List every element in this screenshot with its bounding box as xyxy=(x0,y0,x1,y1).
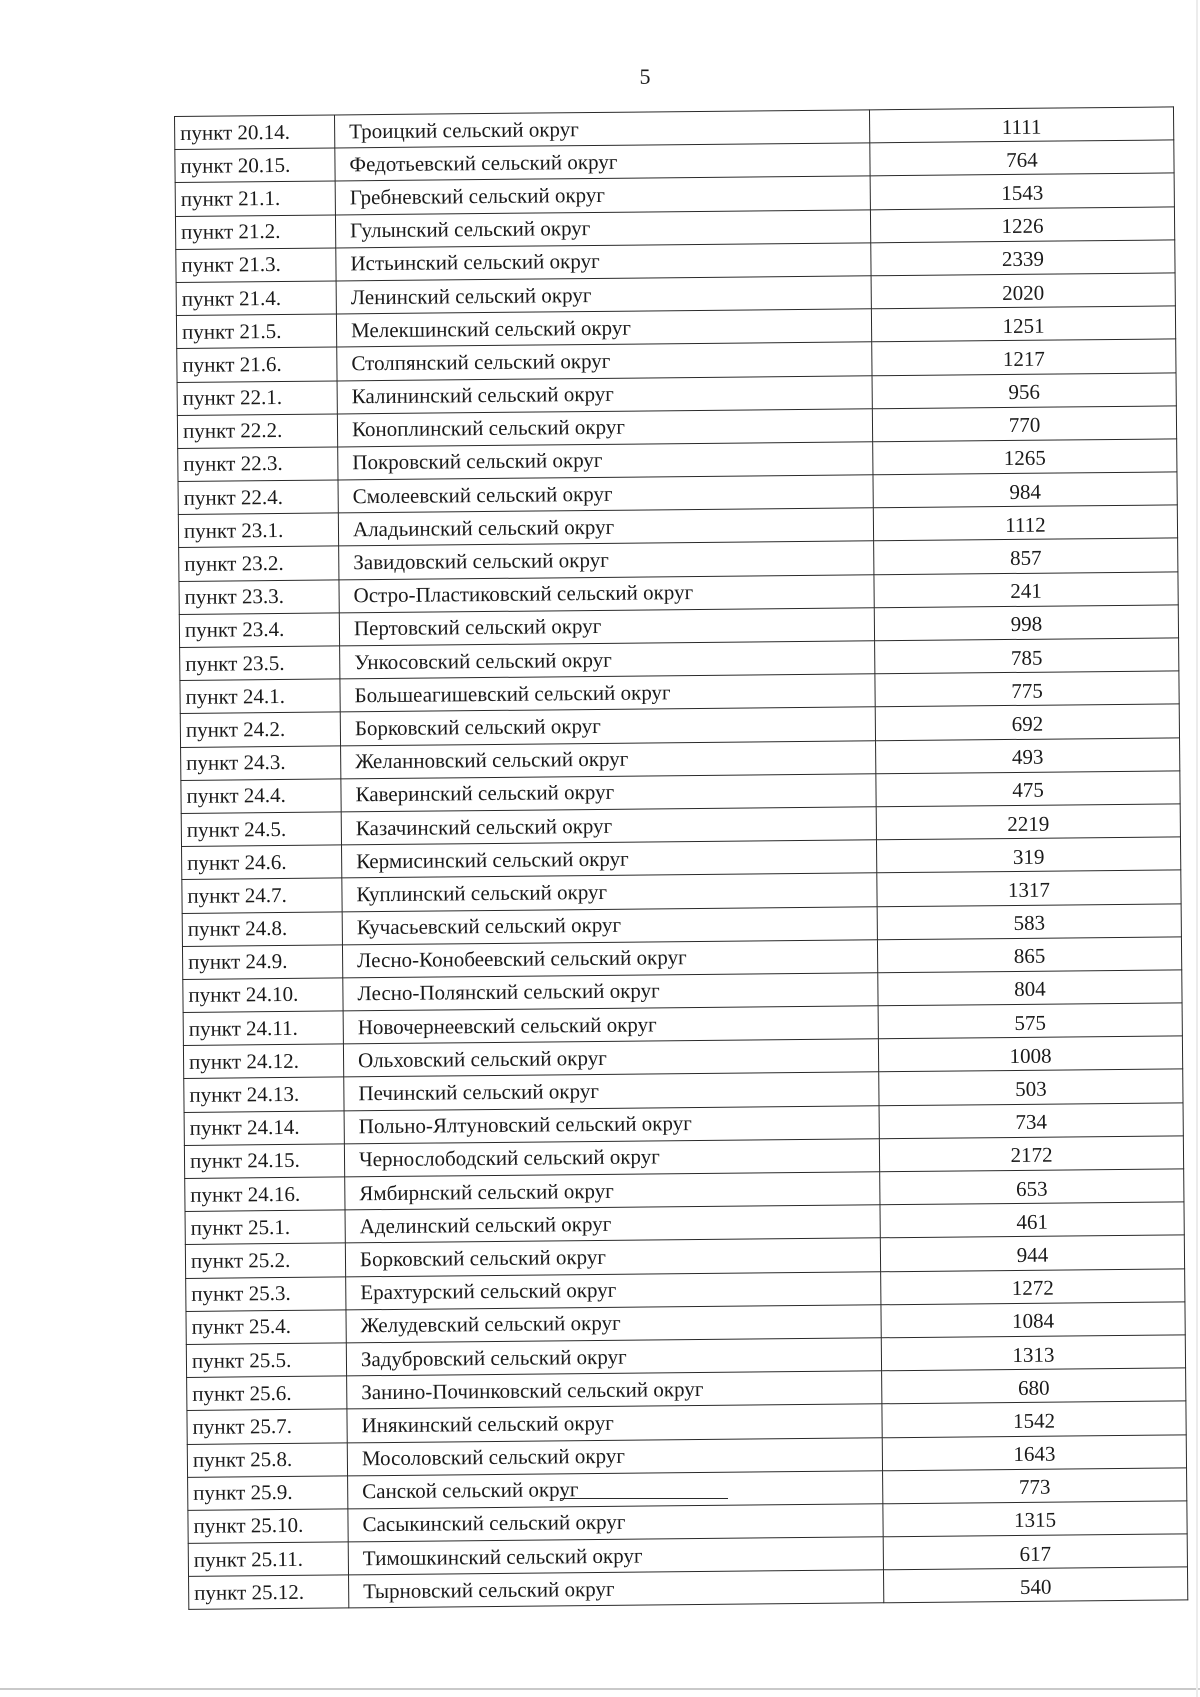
point-cell: пункт 23.2. xyxy=(179,546,339,581)
count-cell: 319 xyxy=(876,837,1180,873)
point-cell: пункт 21.4. xyxy=(176,281,336,316)
point-cell: пункт 25.9. xyxy=(188,1476,348,1511)
point-cell: пункт 25.4. xyxy=(186,1310,346,1345)
point-cell: пункт 24.7. xyxy=(182,878,342,913)
count-cell: 956 xyxy=(872,372,1176,408)
point-cell: пункт 24.9. xyxy=(182,945,342,980)
district-name-cell: Каверинский сельский округ xyxy=(341,774,876,812)
count-cell: 2219 xyxy=(876,804,1180,840)
count-cell: 804 xyxy=(878,970,1182,1006)
count-cell: 1643 xyxy=(882,1434,1186,1470)
count-cell: 575 xyxy=(878,1003,1182,1039)
count-cell: 984 xyxy=(873,472,1177,508)
point-cell: пункт 24.5. xyxy=(181,812,341,847)
count-cell: 1315 xyxy=(883,1501,1187,1537)
count-cell: 2339 xyxy=(871,240,1175,276)
point-cell: пункт 25.1. xyxy=(185,1210,345,1245)
district-name-cell: Остро-Пластиковский сельский округ xyxy=(339,574,874,612)
point-cell: пункт 24.2. xyxy=(180,712,340,747)
count-cell: 865 xyxy=(877,937,1181,973)
point-cell: пункт 25.2. xyxy=(185,1243,345,1278)
point-cell: пункт 24.4. xyxy=(181,779,341,814)
district-name-cell: Калининский сельский округ xyxy=(337,375,872,413)
point-cell: пункт 23.3. xyxy=(179,580,339,615)
closing-line xyxy=(560,1498,728,1499)
point-cell: пункт 25.8. xyxy=(187,1442,347,1477)
district-name-cell: Покровский сельский округ xyxy=(338,442,873,480)
district-name-cell: Польно-Ялтуновский сельский округ xyxy=(344,1105,879,1143)
point-cell: пункт 25.5. xyxy=(186,1343,346,1378)
count-cell: 475 xyxy=(876,771,1180,807)
point-cell: пункт 25.7. xyxy=(187,1409,347,1444)
point-cell: пункт 21.3. xyxy=(176,248,336,283)
point-cell: пункт 20.15. xyxy=(175,148,335,183)
district-name-cell: Троицкий сельский округ xyxy=(334,110,869,148)
point-cell: пункт 25.10. xyxy=(188,1509,348,1544)
point-cell: пункт 21.1. xyxy=(175,181,335,216)
count-cell: 764 xyxy=(870,140,1174,176)
district-name-cell: Ленинский сельский округ xyxy=(336,276,871,314)
district-name-cell: Ольховский сельский округ xyxy=(343,1039,878,1077)
district-name-cell: Мелекшинский сельский округ xyxy=(336,309,871,347)
district-name-cell: Ункосовский сельский округ xyxy=(340,641,875,679)
district-name-cell: Санской сельский округ xyxy=(348,1470,883,1508)
district-name-cell: Федотьевский сельский округ xyxy=(335,143,870,181)
point-cell: пункт 24.13. xyxy=(184,1077,344,1112)
district-name-cell: Занино-Починковский сельский округ xyxy=(347,1371,882,1409)
point-cell: пункт 23.5. xyxy=(180,646,340,681)
count-cell: 2172 xyxy=(879,1136,1183,1172)
count-cell: 1543 xyxy=(870,173,1174,209)
district-name-cell: Тырновский сельский округ xyxy=(349,1570,884,1608)
point-cell: пункт 24.16. xyxy=(185,1177,345,1212)
district-name-cell: Мосоловский сельский округ xyxy=(347,1437,882,1475)
district-name-cell: Гулынский сельский округ xyxy=(335,209,870,247)
point-cell: пункт 22.2. xyxy=(177,414,337,449)
page-number: 5 xyxy=(639,64,651,89)
count-cell: 1112 xyxy=(873,505,1177,541)
district-name-cell: Желудевский сельский округ xyxy=(346,1305,881,1343)
district-name-cell: Чернослободский сельский округ xyxy=(344,1139,879,1177)
point-cell: пункт 21.2. xyxy=(175,215,335,250)
point-cell: пункт 20.14. xyxy=(175,115,335,150)
district-name-cell: Ямбирнский сельский округ xyxy=(345,1172,880,1210)
district-name-cell: Печинский сельский округ xyxy=(344,1072,879,1110)
district-name-cell: Новочернеевский сельский округ xyxy=(343,1006,878,1044)
count-cell: 1111 xyxy=(869,107,1173,143)
count-cell: 680 xyxy=(882,1368,1186,1404)
point-cell: пункт 21.6. xyxy=(177,347,337,382)
count-cell: 785 xyxy=(875,638,1179,674)
district-name-cell: Задубровский сельский округ xyxy=(346,1338,881,1376)
count-cell: 734 xyxy=(879,1102,1183,1138)
count-cell: 1008 xyxy=(878,1036,1182,1072)
district-name-cell: Борковский сельский округ xyxy=(345,1238,880,1276)
point-cell: пункт 24.11. xyxy=(183,1011,343,1046)
count-cell: 493 xyxy=(876,737,1180,773)
district-name-cell: Кучасьевский сельский округ xyxy=(342,906,877,944)
point-cell: пункт 24.10. xyxy=(183,978,343,1013)
district-name-cell: Коноплинский сельский округ xyxy=(337,408,872,446)
table-body xyxy=(175,107,1188,1610)
district-name-cell: Гребневский сельский округ xyxy=(335,176,870,214)
district-name-cell: Желанновский сельский округ xyxy=(341,740,876,778)
point-cell: пункт 24.8. xyxy=(182,911,342,946)
point-cell: пункт 24.15. xyxy=(184,1144,344,1179)
count-cell: 583 xyxy=(877,903,1181,939)
count-cell: 1226 xyxy=(870,206,1174,242)
point-cell: пункт 22.3. xyxy=(178,447,338,482)
point-cell: пункт 21.5. xyxy=(176,314,336,349)
point-cell: пункт 22.1. xyxy=(177,380,337,415)
point-cell: пункт 24.12. xyxy=(183,1044,343,1079)
scan-edge-right xyxy=(1196,0,1198,1697)
point-cell: пункт 25.11. xyxy=(188,1542,348,1577)
district-name-cell: Борковский сельский округ xyxy=(340,707,875,745)
point-cell: пункт 22.4. xyxy=(178,480,338,515)
district-name-cell: Инякинский сельский округ xyxy=(347,1404,882,1442)
count-cell: 1313 xyxy=(881,1335,1185,1371)
scan-edge-bottom xyxy=(0,1688,1200,1690)
point-cell: пункт 23.1. xyxy=(178,513,338,548)
count-cell: 1317 xyxy=(877,870,1181,906)
count-cell: 770 xyxy=(872,406,1176,442)
count-cell: 1265 xyxy=(873,439,1177,475)
district-name-cell: Истьинский сельский округ xyxy=(336,243,871,281)
count-cell: 503 xyxy=(879,1069,1183,1105)
point-cell: пункт 25.12. xyxy=(189,1575,349,1610)
point-cell: пункт 24.14. xyxy=(184,1111,344,1146)
count-cell: 617 xyxy=(883,1534,1187,1570)
district-name-cell: Лесно-Полянский сельский округ xyxy=(343,973,878,1011)
district-name-cell: Смолеевский сельский округ xyxy=(338,475,873,513)
count-cell: 1217 xyxy=(872,339,1176,375)
point-cell: пункт 24.6. xyxy=(182,845,342,880)
point-cell: пункт 24.3. xyxy=(181,745,341,780)
district-name-cell: Аделинский сельский округ xyxy=(345,1205,880,1243)
district-name-cell: Кермисинский сельский округ xyxy=(342,840,877,878)
point-cell: пункт 23.4. xyxy=(179,613,339,648)
count-cell: 773 xyxy=(883,1468,1187,1504)
district-name-cell: Казачинский сельский округ xyxy=(341,807,876,845)
count-cell: 1542 xyxy=(882,1401,1186,1437)
count-cell: 653 xyxy=(880,1169,1184,1205)
point-cell: пункт 24.1. xyxy=(180,679,340,714)
district-name-cell: Сасыкинский сельский округ xyxy=(348,1504,883,1542)
count-cell: 944 xyxy=(880,1235,1184,1271)
count-cell: 1272 xyxy=(881,1268,1185,1304)
point-cell: пункт 25.6. xyxy=(187,1376,347,1411)
count-cell: 775 xyxy=(875,671,1179,707)
district-table xyxy=(174,106,1188,1610)
count-cell: 1084 xyxy=(881,1302,1185,1338)
count-cell: 540 xyxy=(883,1567,1187,1603)
count-cell: 461 xyxy=(880,1202,1184,1238)
count-cell: 857 xyxy=(874,538,1178,574)
district-name-cell: Тимошкинский сельский округ xyxy=(348,1537,883,1575)
district-name-cell: Куплинский сельский округ xyxy=(342,873,877,911)
district-name-cell: Ерахтурский сельский округ xyxy=(346,1271,881,1309)
count-cell: 998 xyxy=(874,605,1178,641)
count-cell: 2020 xyxy=(871,273,1175,309)
district-name-cell: Лесно-Конобеевский сельский округ xyxy=(342,939,877,977)
district-name-cell: Аладьинский сельский округ xyxy=(338,508,873,546)
district-name-cell: Завидовский сельский округ xyxy=(339,541,874,579)
count-cell: 692 xyxy=(875,704,1179,740)
district-name-cell: Столпянский сельский округ xyxy=(337,342,872,380)
count-cell: 241 xyxy=(874,572,1178,608)
district-name-cell: Большеагишевский сельский округ xyxy=(340,674,875,712)
point-cell: пункт 25.3. xyxy=(186,1276,346,1311)
district-name-cell: Пертовский сельский округ xyxy=(339,608,874,646)
count-cell: 1251 xyxy=(871,306,1175,342)
